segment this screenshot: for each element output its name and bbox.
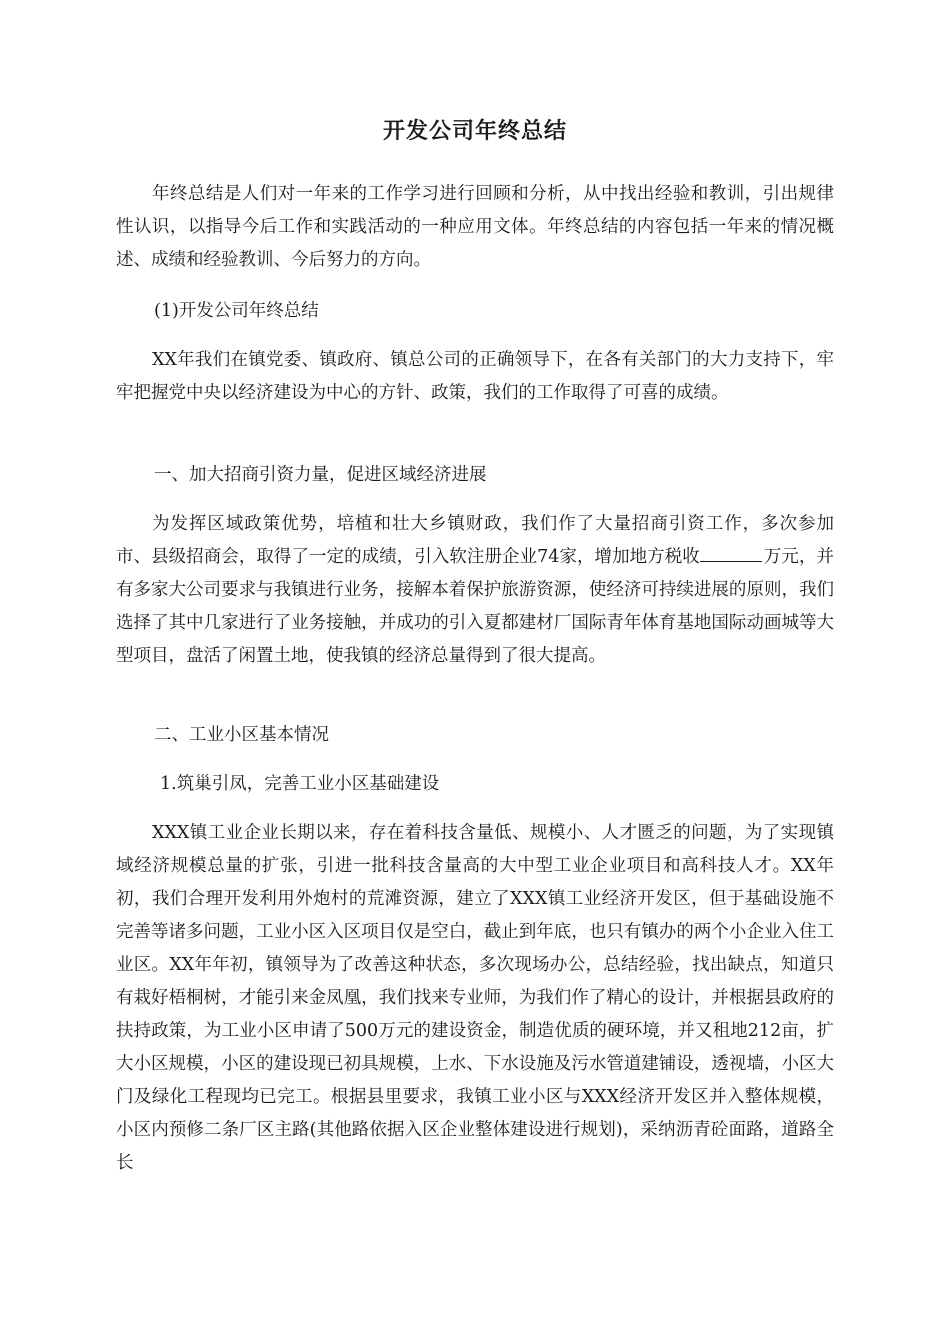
heading-infrastructure: 1.筑巢引凤，完善工业小区基础建设	[160, 774, 440, 794]
investment-paragraph	[116, 508, 834, 673]
infrastructure-paragraph: XXX镇工业企业长期以来，存在着科技含量低、规模小、人才匮乏的问题，为了实现镇域经济规模总量的扩张，引进一批科技含量高的大中型工业企业项目和高科技人才。XX年初，我们合理开发利用外炮村的荒滩资源，建立了XXX镇工业经济开发区，但于基础设施不完善等诸多问题，工业小区入区项目仅是空白，截止到年底，也只有镇办的两个小企业入住工业区。XX年年初，镇领导为了改善这种状态，多次现场办公，总结经验，找出缺点，知道只有栽好梧桐树，才能引来金凤凰，我们找来专业师，为我们作了精心的设计，并根据县政府的扶持政策，为工业小区申请了500万元的建设资金，制造优质的硬环境，并又租地212亩，扩大小区规模，小区的建设现已初具规模，上水、下水设施及污水管道建铺设，透视墙，小区大门及绿化工程现均已完工。根据县里要求，我镇工业小区与XXX经济开发区并入整体规模，小区内预修二条厂区主路(其他路依据入区企业整体建设进行规划)，采纳沥青砼面路，道路全长	[116, 823, 834, 1173]
heading-investment: 一、加大招商引资力量，促进区域经济进展	[154, 465, 487, 485]
investment-text-part-2: 万元，并有多家大公司要求与我镇进行业务，接解本着保护旅游资源，使经济可持续进展的原则，我们选择了其中几家进行了业务接触，并成功的引入夏都建材厂国际青年体育基地国际动画城等大型项目，盘活了闲置土地，使我镇的经济总量得到了很大提高。	[116, 547, 834, 666]
section-subtitle: (1)开发公司年终总结	[154, 301, 319, 321]
opening-paragraph: XX年我们在镇党委、镇政府、镇总公司的正确领导下，在各有关部门的大力支持下，牢牢把握党中央以经济建设为中心的方针、政策，我们的工作取得了可喜的成绩。	[116, 350, 834, 403]
intro-paragraph: 年终总结是人们对一年来的工作学习进行回顾和分析，从中找出经验和教训，引出规律性认识，以指导今后工作和实践活动的一种应用文体。年终总结的内容包括一年来的情况概述、成绩和经验教训、今后努力的方向。	[116, 184, 834, 270]
fill-in-blank	[700, 543, 762, 562]
investment-text-part-1: 为发挥区域政策优势，培植和壮大乡镇财政，我们作了大量招商引资工作，多次参加市、县级招商会，取得了一定的成绩，引入软注册企业74家，增加地方税收	[116, 514, 834, 567]
heading-industrial-zone: 二、工业小区基本情况	[154, 725, 329, 745]
document-title: 开发公司年终总结	[382, 119, 567, 144]
